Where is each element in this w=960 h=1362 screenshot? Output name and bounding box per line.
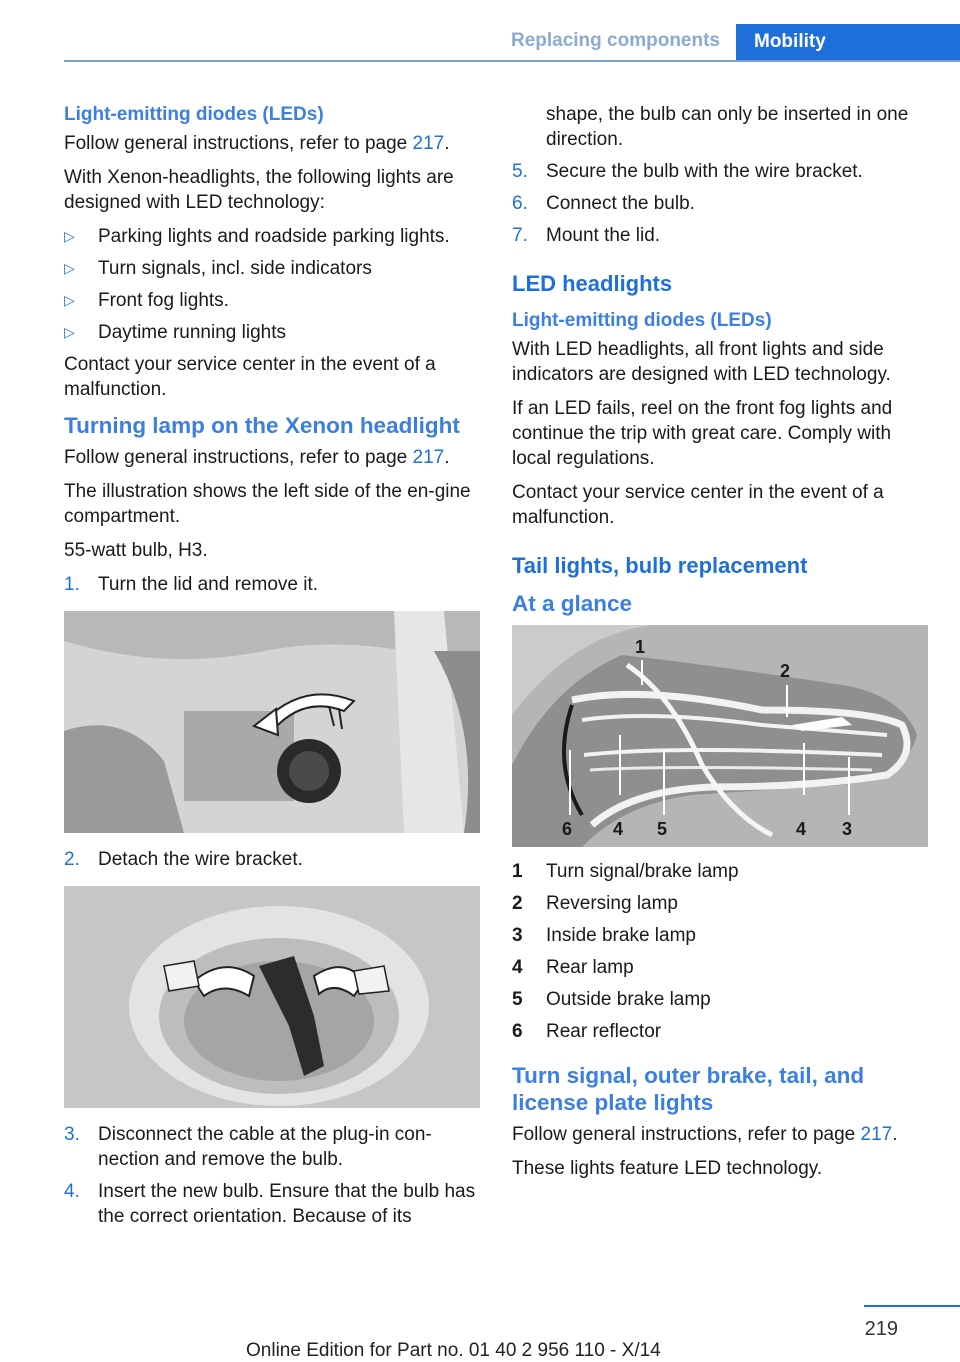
page-number: 219 [864,1318,898,1340]
callout-4: 4 [796,819,807,839]
leds-subtitle: Light-emitting diodes (LEDs) [64,104,324,125]
led-text: With LED headlights, all front lights and side indicators are designed with LED technology. [512,339,891,385]
step-item: 6. Connect the bulb. [512,193,695,214]
leds-subtitle: Light-emitting diodes (LEDs) [512,310,772,331]
triangle-bullet-icon: ▷ [64,292,75,308]
left-column [64,102,480,1236]
list-item: ▷ Turn signals, incl. side indicators [64,258,372,279]
callout-4: 4 [613,819,624,839]
steps-list [64,572,480,597]
callout-5: 5 [657,819,668,839]
contact-service: Contact your service center in the event of a malfunction. [64,354,436,400]
list-item: ▷ Front fog lights. [64,290,229,311]
legend-item: 1 Turn signal/brake lamp [512,861,739,882]
triangle-bullet-icon: ▷ [64,260,75,276]
callout-1: 1 [635,637,646,657]
list-item: ▷ Parking lights and roadside parking lights. [64,226,450,247]
steps-list [64,1122,480,1229]
triangle-bullet-icon: ▷ [64,324,75,340]
page-link[interactable]: 217 [412,447,445,468]
step-item: 1. Turn the lid and remove it. [64,574,319,595]
turning-lamp-heading: Turning lamp on the Xenon headlight [64,413,460,438]
wire-bracket-photo [64,886,480,1108]
page-link[interactable]: 217 [412,133,445,154]
callout-3: 3 [842,819,853,839]
header-rule [64,60,960,62]
step-item: 3. Disconnect the cable at the plug-in con-nection and remove the bulb. [64,1124,432,1170]
legend-item: 6 Rear reflector [512,1021,662,1042]
legend-item: 3 Inside brake lamp [512,925,696,946]
legend-item: 2 Reversing lamp [512,893,678,914]
header-chapter-tab: Mobility [736,24,960,62]
legend-item: 5 Outside brake lamp [512,989,711,1010]
tail-light-legend [512,859,928,1044]
led-headlights-heading: LED headlights [512,271,673,296]
follow-instructions: Follow general instructions, refer to page 217. [64,133,450,154]
header-section-title: Replacing components [510,30,720,51]
callout-6: 6 [562,819,573,839]
bulb-spec: 55-watt bulb, H3. [64,540,208,561]
at-a-glance-heading: At a glance [512,591,633,616]
contact-service: Contact your service center in the event of a malfunction. [512,482,884,528]
callout-2: 2 [780,661,791,681]
tail-light-diagram [512,625,928,847]
step-item: 4. Insert the new bulb. Ensure that the bulb has the correct orientation. Because of its [64,1181,476,1227]
footer-rule [864,1305,960,1307]
step-item: 7. Mount the lid. [512,225,661,246]
follow-instructions: Follow general instructions, refer to page 217. [512,1124,898,1145]
turn-signal-heading: Turn signal, outer brake, tail, and license plate lights [512,1063,865,1115]
step-item: 5. Secure the bulb with the wire bracket. [512,161,863,182]
steps-list [512,102,928,248]
list-item: ▷ Daytime running lights [64,322,286,343]
xenon-intro: With Xenon-headlights, the following lights are designed with LED technology: [64,167,454,213]
steps-list [64,847,480,872]
led-lights-list [64,224,480,345]
tail-lights-heading: Tail lights, bulb replacement [512,553,808,578]
led-feature-text: These lights feature LED technology. [512,1158,823,1179]
right-column [512,102,928,1190]
page-link[interactable]: 217 [860,1124,893,1145]
legend-item: 4 Rear lamp [512,957,634,978]
illustration-note: The illustration shows the left side of the en-gine compartment. [64,481,471,527]
step-item-continued: shape, the bulb can only be inserted in one direction. [546,104,909,150]
follow-instructions: Follow general instructions, refer to page 217. [64,447,450,468]
engine-compartment-lid-photo [64,611,480,833]
triangle-bullet-icon: ▷ [64,228,75,244]
led-fail-text: If an LED fails, reel on the front fog lights and continue the trip with great care. Comply with local regulations. [512,398,893,469]
edition-footer: Online Edition for Part no. 01 40 2 956 110 - X/14 [246,1340,661,1361]
step-item: 2. Detach the wire bracket. [64,849,303,870]
